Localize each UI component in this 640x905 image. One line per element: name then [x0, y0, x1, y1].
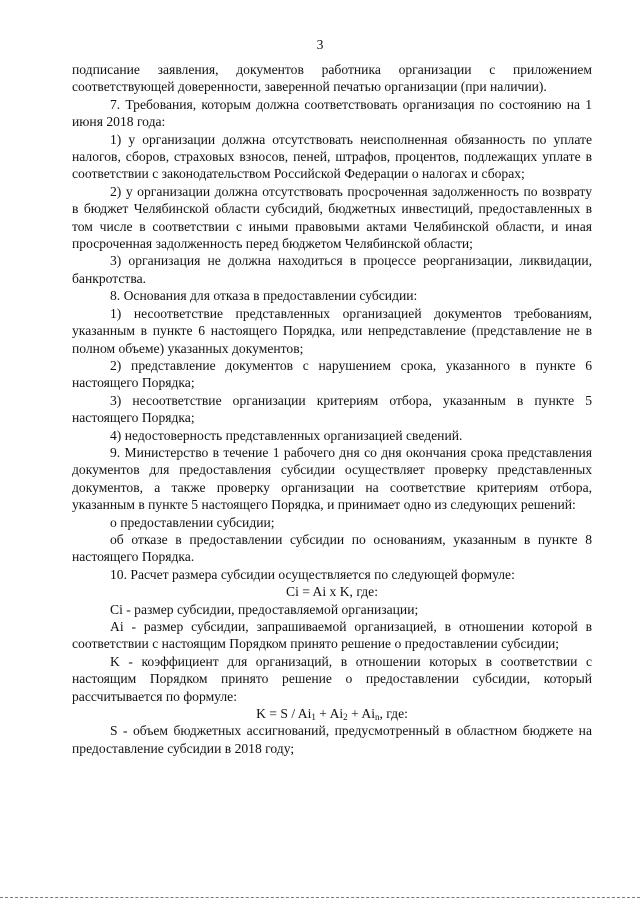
paragraph: Ai - размер субсидии, запрашиваемой организацией, в отношении которой в соответствии с настоящим Порядком принято решение о предоставлении субсидии; [72, 619, 592, 652]
formula-part: + Ai [347, 706, 375, 722]
paragraph: 8. Основания для отказа в предоставлении субсидии: [110, 288, 418, 304]
paragraph: 7. Требования, которым должна соответствовать организация по состоянию на 1 июня 2018 года: [72, 96, 592, 130]
paragraph: 1) несоответствие представленных организацией документов требованиям, указанным в пункте 6 настоящего Порядка, или непредставление (представление не в полном объеме) указанных документов; [72, 305, 592, 356]
paragraph: 10. Расчет размера субсидии осуществляется по следующей формуле: [110, 566, 515, 582]
paragraph: 4) недостоверность представленных организацией сведений. [110, 427, 463, 443]
paragraph: 2) представление документов с нарушением срока, указанного в пункте 6 настоящего Порядка; [72, 357, 592, 391]
formula: Ci = Ai x K, где: [286, 584, 378, 600]
formula-subscript: n [374, 712, 380, 723]
paragraph: подписание заявления, документов работника организации с приложением соответствующей доверенности, заверенной печатью организации (при наличии). [72, 62, 592, 95]
formula-part: + Ai [315, 706, 344, 722]
paragraph: Ci - размер субсидии, предоставляемой организации; [110, 601, 419, 617]
paragraph: 3) организация не должна находиться в процессе реорганизации, ликвидации, банкротства. [72, 253, 592, 286]
formula-subscript: 1 [311, 712, 316, 723]
formula-part: , где: [379, 706, 408, 722]
paragraph: 2) у организации должна отсутствовать просроченная задолженность по возврату в бюджет Челябинской области субсидий, бюджетных инвестиций, предоставленных в том числе в соответствии с иными правовыми актами Челябинской области, и иная просроченная задолженность перед бюджетом Челябинской области; [72, 183, 592, 252]
paragraph: S - объем бюджетных ассигнований, предусмотренный в областном бюджете на предоставление субсидии в 2018 году; [72, 723, 592, 756]
formula-subscript: 2 [343, 712, 348, 723]
formula [72, 705, 592, 722]
paragraph: об отказе в предоставлении субсидии по основаниям, указанным в пункте 8 настоящего Порядка. [72, 531, 592, 565]
paragraph: о предоставлении субсидии; [110, 514, 275, 530]
formula-part: K = S / Ai [256, 706, 312, 722]
paragraph: 1) у организации должна отсутствовать неисполненная обязанность по уплате налогов, сборов, страховых взносов, пеней, штрафов, процентов, подлежащих уплате в соответствии с законодательством Российской Федерации о налогах и сборах; [72, 131, 592, 182]
paragraph: 9. Министерство в течение 1 рабочего дня со дня окончания срока представления документов для предоставления субсидии осуществляет проверку представленных документов, а также проверку организации на соответствие критериям отбора, указанным в пункте 5 настоящего Порядка, и принимает одно из следующих решений: [72, 444, 592, 513]
paragraph: K - коэффициент для организаций, в отношении которых в соответствии с настоящим Порядком принято решение о предоставлении субсидии, который рассчитывается по формуле: [72, 653, 592, 704]
paragraph: 3) несоответствие организации критериям отбора, указанным в пункте 5 настоящего Порядка; [72, 392, 592, 426]
document-body [72, 61, 592, 757]
page-number: 3 [316, 37, 324, 52]
page-bottom-rule [0, 897, 640, 898]
